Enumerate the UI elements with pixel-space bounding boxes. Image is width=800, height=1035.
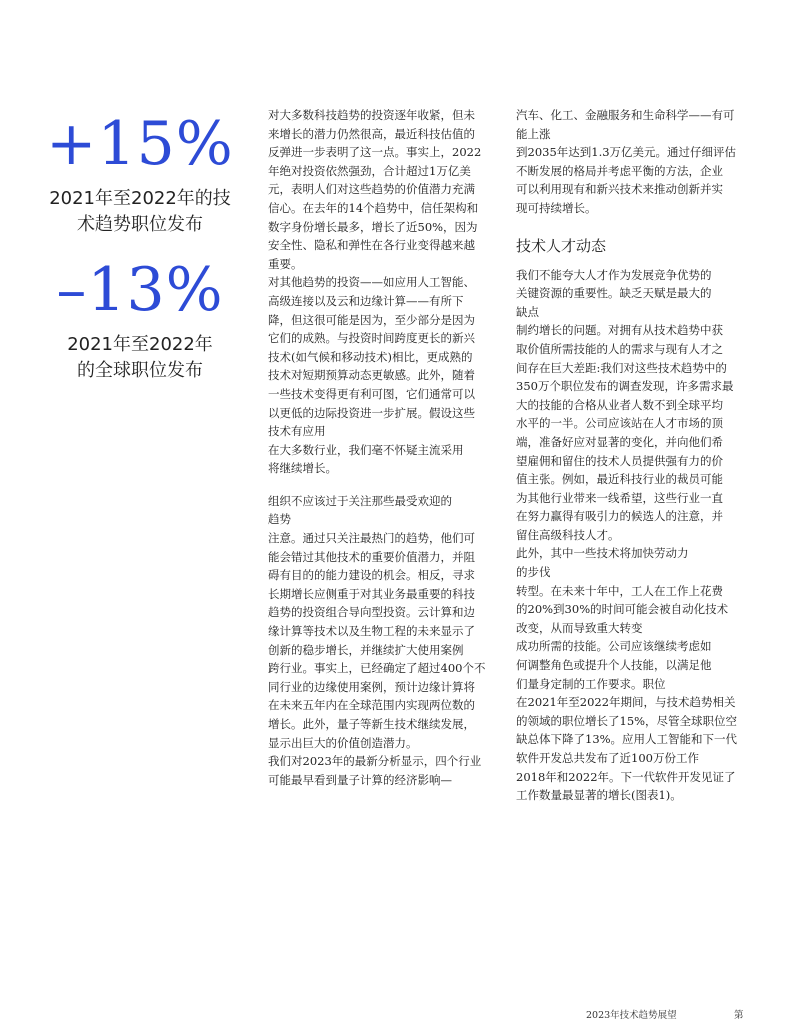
text-line: 来增长的潜力仍然很高，最近科技估值的 [268,126,475,141]
text-line: 大的技能的合格从业者人数不到全球平均 [516,397,723,412]
text-line: 缺点 [516,304,539,319]
text-line: 到2035年达到1.3万亿美元。通过仔细评估 [516,145,737,160]
text-line: 成功所需的技能。公司应该继续考虑如 [516,639,712,654]
text-line: 降，但这很可能是因为，至少部分是因为 [268,312,475,327]
text-line: 值主张。例如，最近科技行业的裁员可能 [516,472,723,487]
paragraph [268,106,500,273]
page-footer [0,1007,800,1025]
text-line: 留住高级科技人才。 [516,527,620,542]
text-line: 可能最早看到量子计算的经济影响— [268,772,452,787]
text-line: 对其他趋势的投资——如应用人工智能、 [268,275,475,290]
text-line: 能上涨 [516,126,551,141]
text-line: 水平的一半。公司应该站在人才市场的顶 [516,416,723,431]
text-line: 趋势 [268,512,291,527]
stat-caption [40,332,240,384]
text-line: 可以利用现有和新兴技术来推动创新并实 [516,182,723,197]
text-line: 长期增长应侧重于对其业务最重要的科技 [268,586,475,601]
text-line: 趋势的投资组合导向型投资。云计算和边 [268,605,475,620]
text-line: 们量身定制的工作要求。职位 [516,676,666,691]
text-line: 高级连接以及云和边缘计算——有所下 [268,293,464,308]
text-line: 技术(如气候和移动技术)相比，更成熟的 [268,349,473,364]
text-line: 的步伐 [516,565,551,580]
text-line: 以更低的边际投资进一步扩展。假设这些 [268,405,475,420]
text-line: 反弹进一步表明了这一点。事实上，2022 [268,145,482,160]
stat-value: –13% [56,255,224,325]
text-line: 增长。此外，量子等新生技术继续发展， [268,717,475,731]
text-line: 间存在巨大差距:我们对这些技术趋势中的 [516,360,727,375]
text-line: 注意。通过只关注最热门的趋势，他们可 [268,531,475,546]
text-line: 汽车、化工、金融服务和生命科学——有可 [516,108,735,122]
paragraph [516,693,752,805]
stat-caption-line: 的全球职位发布 [77,360,203,381]
text-line: 此外，其中一些技术将加快劳动力 [516,546,689,561]
body-column-right [516,106,752,805]
text-line: 在未来五年内在全球范围内实现两位数的 [268,698,475,713]
paragraph [516,143,752,217]
text-line: 端，准备好应对显著的变化，并向他们希 [516,434,723,449]
text-line: 我们对2023年的最新分析显示，四个行业 [268,754,482,769]
text-line: 将继续增长。 [268,461,337,476]
text-line: 转型。在未来十年中，工人在工作上花费 [516,583,723,598]
paragraph [268,752,500,789]
stat-value: +15% [46,109,234,179]
footer-title: 2023年技术趋势展望 [586,1010,677,1021]
text-line: 在努力赢得有吸引力的候选人的注意，并 [516,509,723,524]
paragraph [516,266,752,322]
paragraph [516,582,752,638]
text-line: 同行业的边缘使用案例，预计边缘计算将 [268,679,475,694]
text-line: 数字身份增长最多，增长了近50%，因为 [268,219,478,234]
text-line: 创新的稳步增长，并继续扩大使用案例 [268,642,464,657]
text-line: 软件开发总共发布了近100万份工作 [516,751,699,765]
paragraph [268,441,500,478]
paragraph [516,637,752,693]
text-line: 制约增长的问题。对拥有从技术趋势中获 [516,323,723,338]
paragraph [268,492,500,529]
text-line: 的20%到30%的时间可能会被自动化技术 [516,602,729,617]
text-line: 跨行业。事实上，已经确定了超过400个不 [268,661,486,676]
text-line: 安全性、隐私和弹性在各行业变得越来越 [268,238,475,253]
text-line: 缺总体下降了13%。应用人工智能和下一代 [516,732,738,747]
text-line: 组织不应该过于关注那些最受欢迎的 [268,493,452,508]
text-line: 的领域的职位增长了15%，尽管全球职位空 [516,713,738,728]
text-line: 350万个职位发布的调查发现，许多需求最 [516,379,734,394]
text-line: 信心。在去年的14个趋势中，信任架构和 [268,200,479,215]
paragraph [268,529,500,752]
footer-page-label: 第 [734,1010,744,1021]
text-line: 技术对短期预算动态更敏感。此外，随着 [268,368,475,383]
text-line: 重要。 [268,256,303,271]
text-line: 何调整角色或提升个人技能，以满足他 [516,658,712,673]
stat-caption-line: 术趋势职位发布 [77,214,203,235]
text-line: 一些技术变得更有利可图，它们通常可以 [268,386,475,401]
paragraph [516,106,752,143]
text-line: 在2021年至2022年期间，与技术趋势相关 [516,695,736,710]
text-line: 对大多数科技趋势的投资逐年收紧，但未 [268,108,475,122]
text-line: 我们不能夸大人才作为发展竞争优势的 [516,267,712,282]
text-line: 取价值所需技能的人的需求与现有人才之 [516,341,723,356]
text-line: 能会错过其他技术的重要价值潜力，并阻 [268,549,475,564]
text-line: 2018年和2022年。下一代软件开发见证了 [516,769,736,784]
text-line: 技术有应用 [268,424,326,439]
stat-block-job-postings-growth [40,109,240,238]
text-line: 年绝对投资依然强劲，合计超过1万亿美 [268,163,471,178]
text-line: 在大多数行业，我们毫不怀疑主流采用 [268,442,464,457]
section-heading: 技术人才动态 [516,236,607,255]
stat-caption-line: 2021年至2022年 [67,334,213,355]
text-line: 元，表明人们对这些趋势的价值潜力充满 [268,182,475,197]
text-line: 碍有目的的能力建设的机会。相反，寻求 [268,568,475,583]
text-line: 现可持续增长。 [516,200,597,215]
paragraph [516,544,752,581]
text-line: 工作数量最显著的增长(图表1)。 [516,788,682,803]
text-line: 缘计算等技术以及生物工程的未来显示了 [268,624,475,639]
text-line: 不断发展的格局并考虑平衡的方法，企业 [516,163,723,178]
paragraph [516,321,752,544]
text-line: 它们的成熟。与投资时间跨度更长的新兴 [268,331,475,346]
text-line: 关键资源的重要性。缺乏天赋是最大的 [516,286,712,301]
text-line: 为其他行业带来一线希望，这些行业一直 [516,490,723,505]
stat-caption-line: 2021年至2022年的技 [49,188,231,209]
text-line: 望雇佣和留住的技术人员提供强有力的价 [516,453,723,468]
paragraph [268,273,500,440]
text-line: 改变，从而导致重大转变 [516,620,643,635]
body-column-middle [268,106,500,789]
stat-caption [40,186,240,238]
stat-block-global-job-postings [40,255,240,384]
text-line: 显示出巨大的价值创造潜力。 [268,735,418,750]
